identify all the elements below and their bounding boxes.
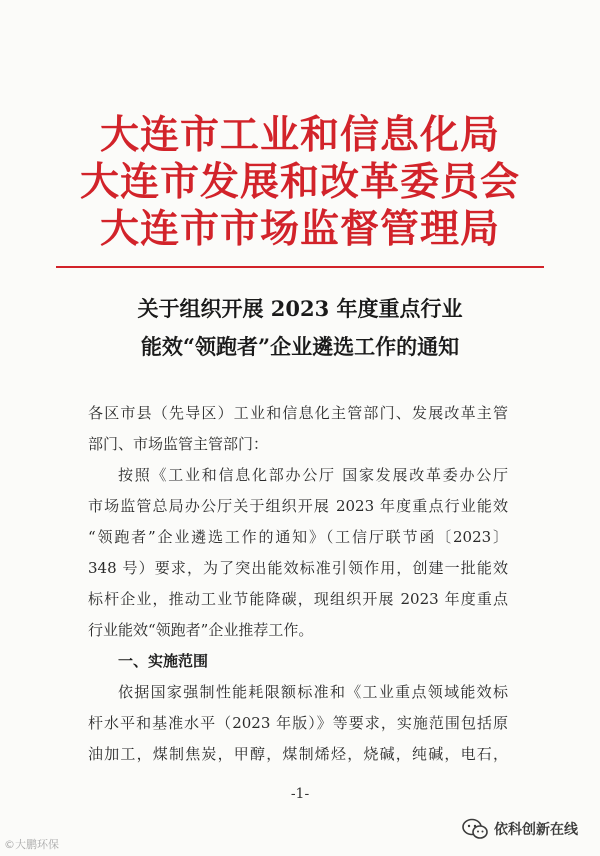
para1-line-5: 标杆企业，推动工业节能降碳，现组织开展 2023 年度重点 xyxy=(88,590,508,608)
watermark-left: ©大鹏环保 xyxy=(4,838,59,851)
red-divider-rule xyxy=(56,266,544,268)
salutation-line-2: 部门、市场监管主管部门： xyxy=(88,435,269,453)
para1-line-2: 市场监管总局办公厅关于组织开展 2023 年度重点行业能效 xyxy=(88,497,508,515)
org-line-1: 大连市工业和信息化局 xyxy=(99,112,500,158)
para2-line-2: 杆水平和基准水平（2023 年版）》等要求，实施范围包括原 xyxy=(88,714,508,732)
para2-line-3: 油加工，煤制焦炭，甲醇，煤制烯烃，烧碱，纯碱，电石， xyxy=(88,745,508,763)
issuing-organizations xyxy=(0,112,600,253)
page-number: -1- xyxy=(290,786,310,802)
para1-line-3: “领跑者”企业遴选工作的通知》（工信厅联节函〔2023〕 xyxy=(88,528,508,546)
watermark-right-text: 依科创新在线 xyxy=(494,822,578,838)
org-line-2: 大连市发展和改革委员会 xyxy=(79,159,520,205)
title-line-1: 关于组织开展 2023 年度重点行业 xyxy=(137,296,463,321)
salutation-line-1: 各区市县（先导区）工业和信息化主管部门、发展改革主管 xyxy=(88,404,508,422)
document-title xyxy=(0,290,600,366)
section-heading-scope: 一、实施范围 xyxy=(118,652,209,670)
wechat-icon xyxy=(462,818,488,840)
watermark-right xyxy=(462,818,578,840)
para1-line-6: 行业能效“领跑者”企业推荐工作。 xyxy=(88,621,314,639)
title-line-2: 能效“领跑者”企业遴选工作的通知 xyxy=(140,334,460,359)
org-line-3: 大连市市场监督管理局 xyxy=(99,206,500,252)
para1-line-1: 按照《工业和信息化部办公厅 国家发展改革委办公厅 xyxy=(118,466,508,484)
document-body xyxy=(88,398,508,770)
para2-line-1: 依据国家强制性能耗限额标准和《工业重点领域能效标 xyxy=(118,683,508,701)
para1-line-4: 348 号）要求，为了突出能效标准引领作用，创建一批能效 xyxy=(88,559,508,577)
